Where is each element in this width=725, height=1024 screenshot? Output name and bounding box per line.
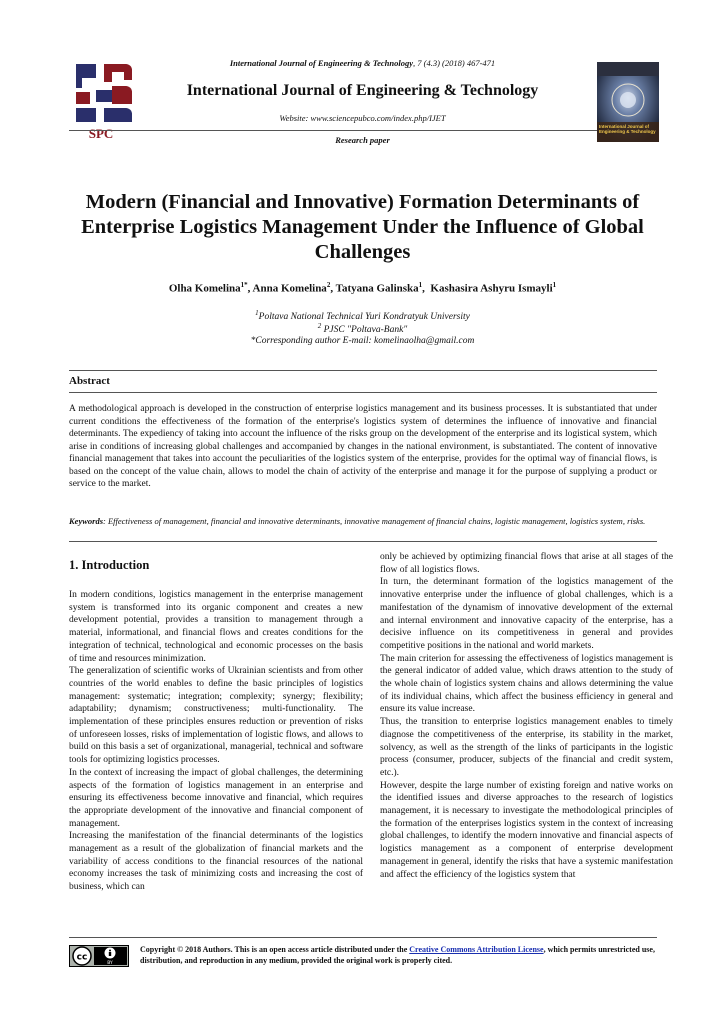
- citation-journal: International Journal of Engineering & Technology: [229, 58, 414, 68]
- journal-website: Website: www.sciencepubco.com/index.php/IJET: [279, 113, 446, 123]
- license-link[interactable]: Creative Commons Attribution License: [409, 945, 544, 954]
- author-list: Olha Komelina$^{1*}$, Anna Komelina$^2$, Tatyana Galinska$^1$, Kashasira Ashyru Ismayli$^1$: [168, 281, 557, 295]
- journal-citation: [150, 58, 575, 68]
- keywords-text: : Effectiveness of management, financial and innovative determinants, innovative management of financial chains, logistic management, logistics system, risks.: [103, 516, 646, 526]
- corresponding-author: *Corresponding author E-mail: komelinaolha@gmail.com: [250, 336, 475, 346]
- abstract-heading-rule: [69, 392, 657, 393]
- author-affiliation-mark: 1*: [240, 281, 248, 289]
- author-affiliation-mark: 1: [418, 281, 423, 289]
- affiliation-mark: 1: [255, 309, 259, 317]
- abstract-text: A methodological approach is developed in the construction of enterprise logistics management and its business processes. It is substantiated that under current conditions the effectiveness of the formation of the enterprise's logistics system of determines the influence of innovative and financial determinants. The expediency of taking into account the influence of the risks group on the development of the enterprise and its logistical system, which arise in conditions of increasing global challenges and accompanied by changes in the national environment, is substantiated. The content of innovative financial management that takes into account the peculiarities of the logistics system of the enterprise, provides for the optimal way of financial flows, is based on the concept of the value chain, allows to model the chain of activity of the enterprise and manage it for the purpose of supplying a product or service to the market.: [69, 404, 657, 489]
- keywords-label: Keywords: [69, 516, 103, 526]
- author-affiliation-mark: 1: [552, 281, 557, 289]
- article-type: Research paper: [335, 135, 390, 145]
- abstract-top-rule: [69, 370, 657, 371]
- author-name: Tatyana Galinska: [335, 282, 419, 295]
- affiliation-mark: 2: [317, 322, 322, 330]
- paragraph: However, despite the large number of existing foreign and native works on the identified issues and diverse approaches to the research of logistics management, it is necessary to investigate the methodological principles of the formation of the enterprises logistics system in the context of increasing global challenges, to identify the modern innovative and financial aspects of logistics management as a component of enterprise development management in general, identify the risks that have a systemic manifestation and affect the efficiency of the logistics system that: [380, 780, 673, 880]
- body-column-right: [380, 551, 673, 881]
- publisher-logo: [68, 60, 134, 144]
- paper-title: Modern (Financial and Innovative) Formation Determinants of Enterprise Logistics Management Under the Influence of Global Challenges: [81, 191, 644, 263]
- copyright-text: Copyright © 2018 Authors. This is an open access article distributed under the: [140, 945, 410, 954]
- author-name: Olha Komelina: [168, 282, 241, 295]
- journal-cover-image: [597, 62, 659, 142]
- paragraph: The main criterion for assessing the effectiveness of logistics management is the general indicator of added value, which draws attention to the study of the whole chain of logistics system chains and allows determining the value of its individual chains, which affect the business efficiency in general and ensure its value increase.: [380, 653, 673, 715]
- footer-rule: [69, 937, 657, 938]
- citation-volume: , 7 (4.3) (2018) 467-471: [413, 58, 496, 68]
- publisher-logo-text: SPC: [88, 126, 114, 141]
- paragraph: The generalization of scientific works of Ukrainian scientists and from other countries of the world enables to define the basic principles of logistics management: systematic; integration; complexity; synergy; flexibility; adaptability; dynamism; constructiveness; multi-functionality. The implementation of these principles ensures reduction or prevention of risks of unforeseen losses, risks of implementation of logistic flows, and allows to build on this basis a set of organizational, managerial, technical and software tools for optimizing logistics processes.: [69, 666, 363, 766]
- author-name: Anna Komelina: [252, 282, 327, 295]
- affiliation-text: PJSC "Poltava-Bank": [321, 325, 408, 336]
- cc-by-license-icon: [69, 945, 129, 967]
- svg-text:cc: cc: [76, 952, 88, 963]
- cover-title: International Journal of Engineering & Technology: [599, 124, 656, 134]
- svg-text:BY: BY: [107, 961, 113, 966]
- copyright-text-end: , which permits unrestricted use, distribution, and reproduction in any medium, provided the original work is properly cited.: [140, 945, 655, 965]
- author-affiliation-mark: 2: [326, 281, 331, 289]
- paragraph: Increasing the manifestation of the financial determinants of the logistics management as a result of the globalization of financial markets and the variability of access conditions to the financial resources of the national economy increases the task of minimizing costs and increasing the cost of business, which can: [69, 831, 363, 893]
- section-heading: 1. Introduction: [69, 558, 150, 572]
- paragraph: only be achieved by optimizing financial flows that arise at all stages of the flow of all logistics flows.: [380, 552, 673, 575]
- abstract-heading: Abstract: [69, 375, 110, 387]
- copyright-notice: [140, 944, 658, 966]
- paragraph: In turn, the determinant formation of the logistics management of the innovative enterprise under the influence of global challenges, which is a manifestation of the dynamism of innovative development of the external and internal environment and innovative capacity of the enterprise, has a decisive influence on its competitiveness in general and provides competitive positions in the national and world markets.: [380, 577, 673, 651]
- paragraph: In the context of increasing the impact of global challenges, the determining aspects of the formation of logistics management in an enterprise and ensuring its effectiveness become innovative and financial, which requires the appropriate development of the innovative and financial component of management.: [69, 767, 363, 829]
- journal-title: International Journal of Engineering & Technology: [186, 82, 539, 99]
- author-name: Kashasira Ashyru Ismayli: [430, 282, 553, 295]
- keywords: [69, 515, 657, 527]
- body-column-left: [69, 589, 363, 894]
- paragraph: In modern conditions, logistics management in the enterprise management system is transformed into its organic component and creates a new development potential, provides a transition to management through a material, informational, and financial flows and creates conditions for the integration of technical, technological and economic processes on the basis of time and resources minimization.: [69, 590, 363, 664]
- affiliation-text: Poltava National Technical Yuri Kondratyuk University: [258, 312, 470, 323]
- paragraph: Thus, the transition to enterprise logistics management enables to timely diagnose the competitiveness of the enterprise, its stability in the market, solvency, as well as the strength of the links of participants in the logistic process (consumer, producer, subjects of the financial and credit system, etc.).: [380, 717, 673, 778]
- header-divider: [69, 130, 657, 131]
- affiliation: [60, 322, 665, 335]
- abstract-bottom-rule: [69, 541, 657, 542]
- affiliation: [60, 309, 665, 322]
